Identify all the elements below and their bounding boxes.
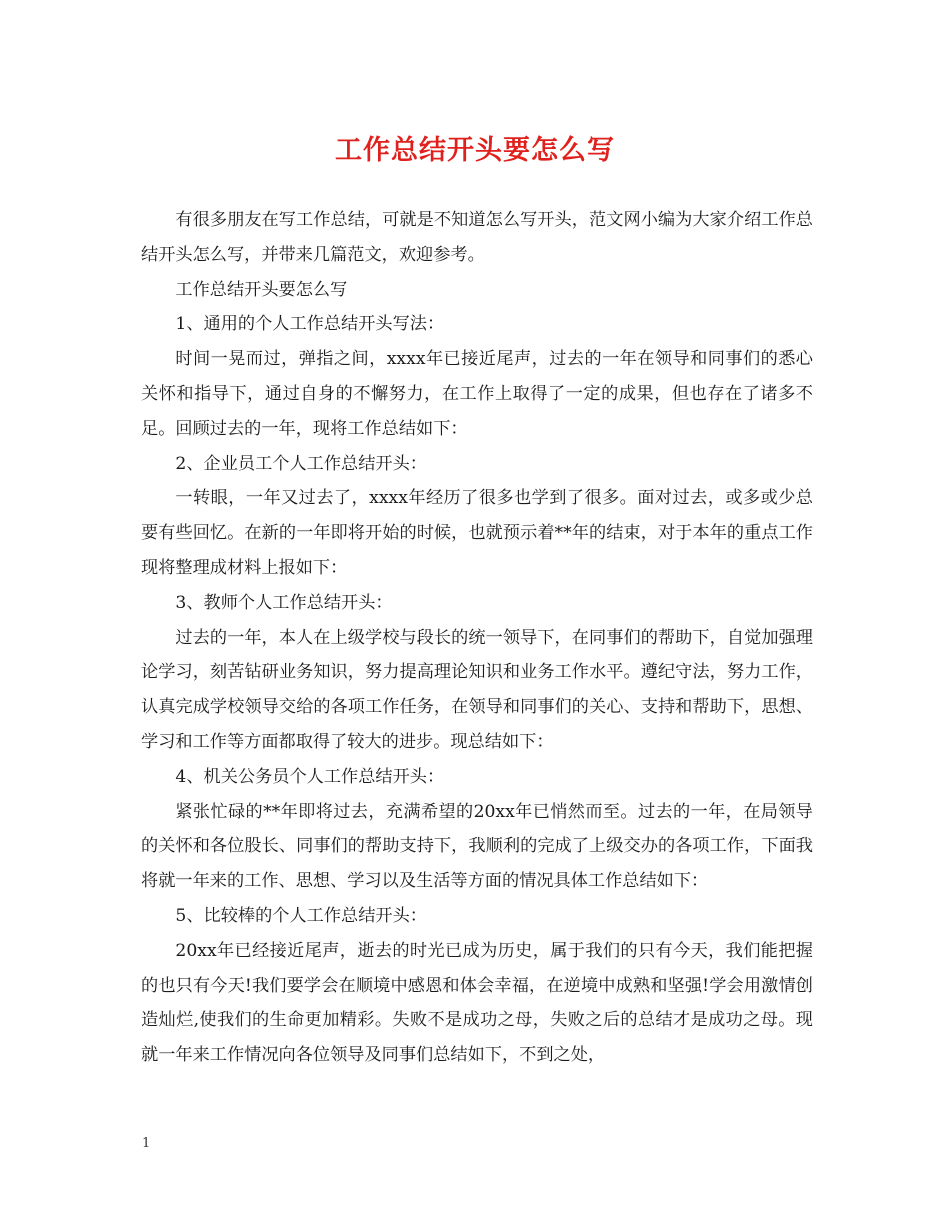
section-heading-2: 2、企业员工个人工作总结开头： (175, 453, 427, 474)
page-title: 工作总结开头要怎么写 (335, 135, 615, 166)
section-heading-4: 4、机关公务员个人工作总结开头： (175, 766, 445, 787)
paragraph-intro: 有很多朋友在写工作总结，可就是不知道怎么写开头，范文网小编为大家介绍工作总结开头怎么写，并带来几篇范文，欢迎参考。 (141, 210, 813, 265)
section-text-5: 20xx年已经接近尾声，逝去的时光已成为历史，属于我们的只有今天，我们能把握的也只有今天!我们要学会在顺境中感恩和体会幸福，在逆境中成熟和坚强!学会用激情创造灿烂,使我们的生命更加精彩。失败不是成功之母，失败之后的总结才是成功之母。现就一年来工作情况向各位领导及同事们总结如下，不到之处， (141, 940, 813, 1066)
section-text-3: 过去的一年，本人在上级学校与段长的统一领导下，在同事们的帮助下，自觉加强理论学习，刻苦钻研业务知识，努力提高理论知识和业务工作水平。遵纪守法，努力工作，认真完成学校领导交给的各项工作任务，在领导和同事们的关心、支持和帮助下，思想、学习和工作等方面都取得了较大的进步。现总结如下： (141, 627, 813, 752)
section-text-1: 时间一晃而过，弹指之间，xxxx年已接近尾声，过去的一年在领导和同事们的悉心关怀和指导下，通过自身的不懈努力，在工作上取得了一定的成果，但也存在了诸多不足。回顾过去的一年，现将工作总结如下： (141, 349, 813, 439)
section-heading-5: 5、比较棒的个人工作总结开头： (175, 905, 427, 926)
section-text-4: 紧张忙碌的**年即将过去，充满希望的20xx年已悄然而至。过去的一年，在局领导的关怀和各位股长、同事们的帮助支持下，我顺利的完成了上级交办的各项工作，下面我将就一年来的工作、思想、学习以及生活等方面的情况具体工作总结如下： (141, 801, 813, 892)
section-heading-3: 3、教师个人工作总结开头： (175, 592, 393, 613)
section-heading-1: 1、通用的个人工作总结开头写法： (175, 314, 445, 335)
page-number: 1 (142, 1136, 151, 1151)
paragraph-heading: 工作总结开头要怎么写 (175, 279, 348, 300)
section-text-2: 一转眼，一年又过去了，xxxx年经历了很多也学到了很多。面对过去，或多或少总要有些回忆。在新的一年即将开始的时候，也就预示着**年的结束，对于本年的重点工作现将整理成材料上报如下： (141, 488, 813, 578)
document-body (141, 203, 813, 1073)
